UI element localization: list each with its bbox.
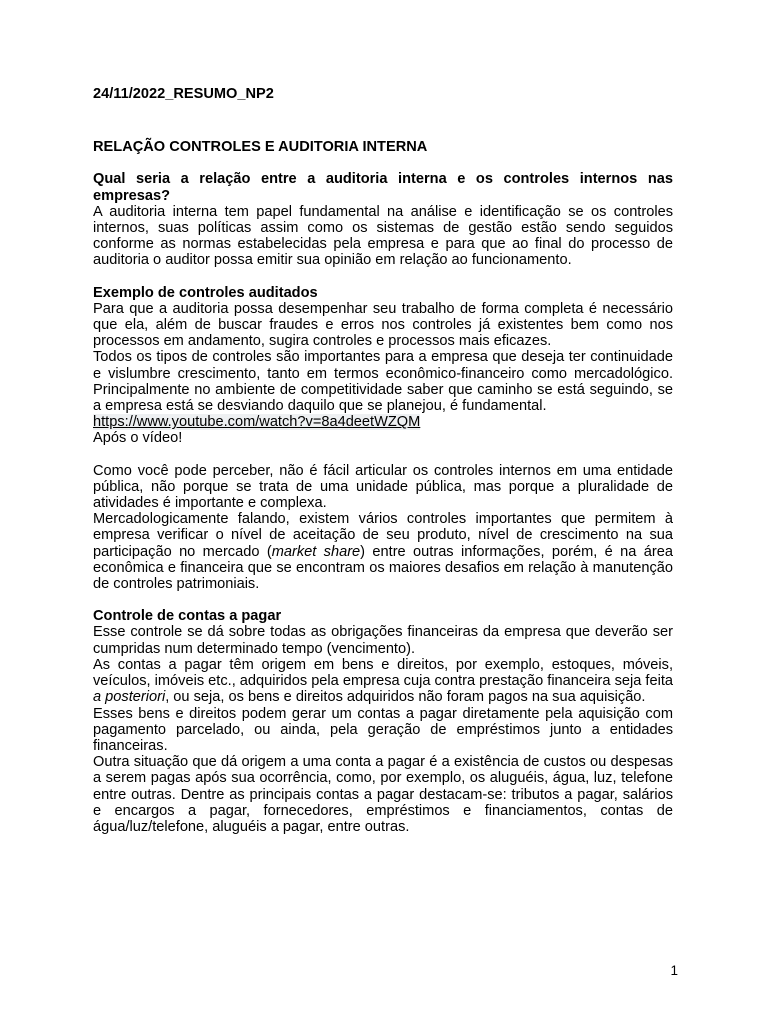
section-heading-contas-pagar: Controle de contas a pagar [93, 608, 282, 625]
text-segment: , ou seja, os bens e direitos adquiridos não foram pagos na sua aquisição. [165, 689, 646, 706]
question-heading: Qual seria a relação entre a auditoria interna e os controles internos nas empresas? [93, 171, 673, 204]
paragraph-auditoria-interna: A auditoria interna tem papel fundamental na análise e identificação se os controles internos, suas políticas assim como os sistemas de gestão estão sendo seguidos conforme as normas estabelecidas pela empresa e para que ao final do processo de auditoria o auditor possa emitir sua opinião em relação ao funcionamento. [93, 203, 673, 269]
paragraph-controle-obrigacoes: Esse controle se dá sobre todas as obrigações financeiras da empresa que deverão ser cumpridas num determinado tempo (vencimento). [93, 624, 673, 657]
paragraph-bens-direitos: Esses bens e direitos podem gerar um contas a pagar diretamente pela aquisição com pagamento parcelado, ou ainda, pela geração de empréstimos junto a entidades financeiras. [93, 705, 673, 754]
paragraph-apos-video: Após o vídeo! [93, 430, 183, 447]
spacer [93, 592, 673, 608]
paragraph-mercadologicamente [93, 511, 673, 592]
paragraph-outra-situacao: Outra situação que dá origem a uma conta a pagar é a existência de custos ou despesas a serem pagas após sua ocorrência, como, por exemplo, os aluguéis, água, luz, telefone entre outras. Dentre as principais contas a pagar destacam-se: tributos a pagar, salários e encargos a pagar, fornecedores, empréstimos e financiamentos, contas de água/luz/telefone, aluguéis a pagar, entre outras. [93, 754, 673, 835]
paragraph-entidade-publica: Como você pode perceber, não é fácil articular os controles internos em uma entidade pública, não porque se trata de uma unidade pública, mas porque a pluralidade de atividades é importante e complexa. [93, 462, 673, 512]
paragraph-tipos-controles: Todos os tipos de controles são importantes para a empresa que deseja ter continuidade e vislumbre crescimento, tanto em termos econômico-financeiro como mercadológico. Principalmente no ambiente de competitividade saber que caminho se está seguindo, se a empresa está se desviando daquilo que se planejou, é fundamental. [93, 349, 673, 415]
text-segment: Mercadologicamente falando, existem vários controles importantes que permitem à empresa verificar o nível de aceitação de seu produto, nível de crescimento na sua participação no mercado ( [93, 511, 673, 560]
paragraph-origem-contas [93, 657, 673, 706]
section-heading-exemplo: Exemplo de controles auditados [93, 284, 318, 301]
date-heading: 24/11/2022_RESUMO_NP2 [93, 86, 274, 102]
italic-term: market share [271, 543, 361, 560]
text-segment: ) entre outras informações, porém, é na área econômica e financeira que se encontram os maiores desafios em relação à manutenção de controles patrimoniais. [93, 543, 673, 593]
spacer [93, 447, 673, 463]
document-title: RELAÇÃO CONTROLES E AUDITORIA INTERNA [93, 139, 428, 156]
spacer [93, 269, 673, 285]
italic-term: a posteriori [93, 689, 166, 706]
document-page [93, 86, 673, 835]
paragraph-auditoria-trabalho: Para que a auditoria possa desempenhar seu trabalho de forma completa é necessário que ela, além de buscar fraudes e erros nos controles já existentes bem como nos processos em andamento, sugira controles e processos mais eficazes. [93, 300, 673, 350]
youtube-link[interactable]: https://www.youtube.com/watch?v=8a4deetWZQM [93, 414, 421, 431]
page-number: 1 [670, 963, 678, 978]
text-segment: As contas a pagar têm origem em bens e direitos, por exemplo, estoques, móveis, veículos, imóveis etc., adquiridos pela empresa cuja contra prestação financeira seja feita [93, 656, 674, 690]
link-line [93, 414, 673, 430]
